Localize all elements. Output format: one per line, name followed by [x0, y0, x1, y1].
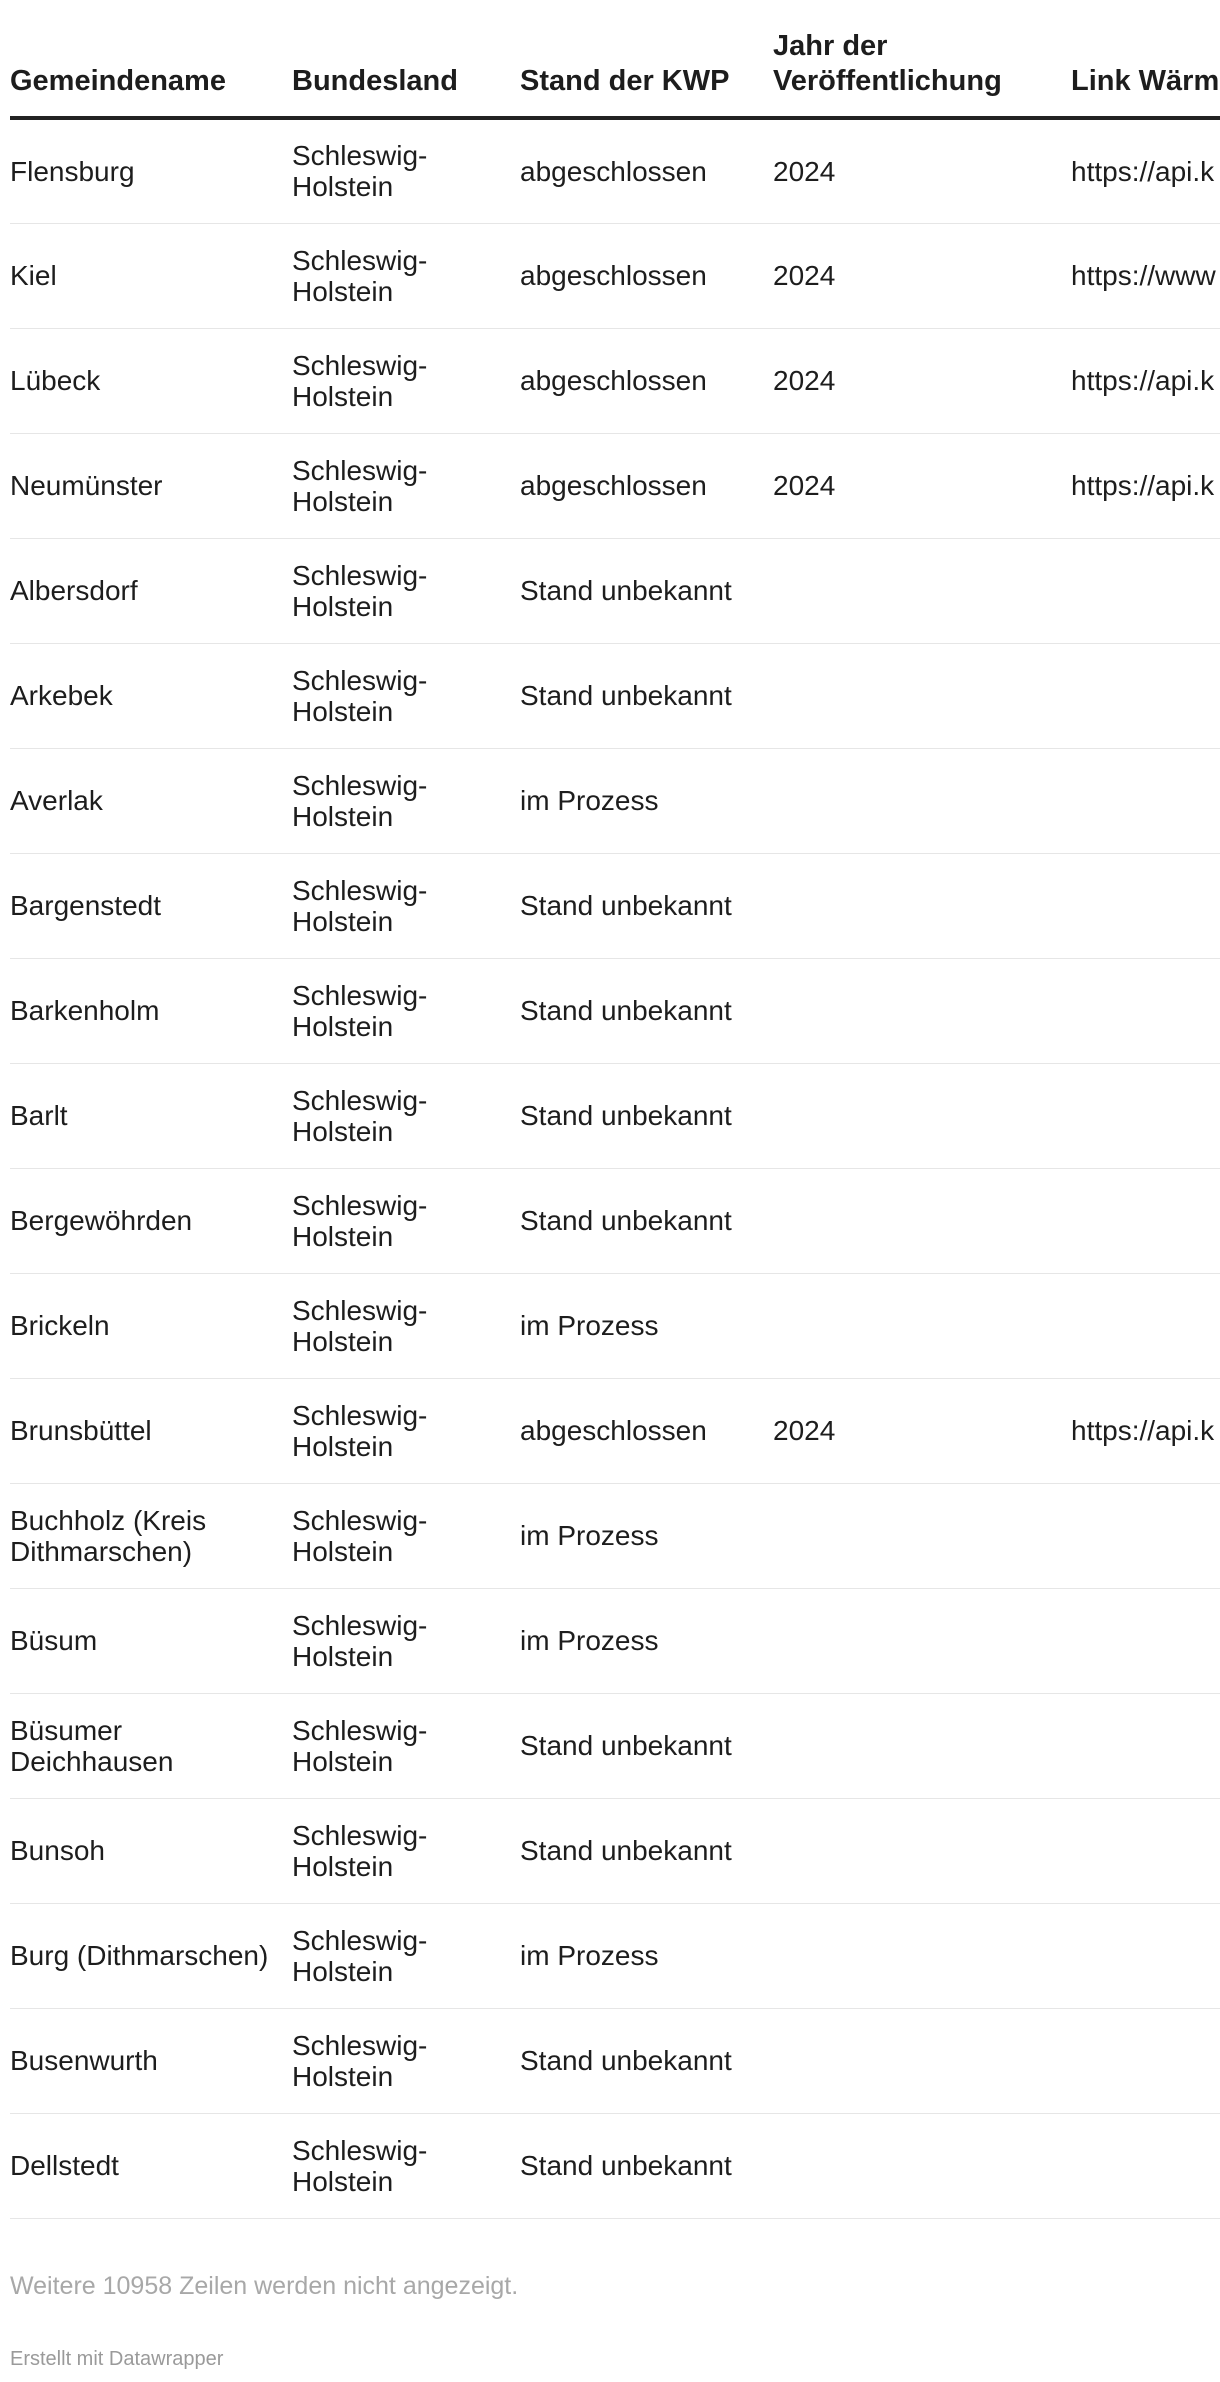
jahr-cell	[773, 2113, 1071, 2218]
link-cell[interactable]	[1071, 1063, 1220, 1168]
bundesland-cell: Schleswig-Holstein	[292, 1798, 520, 1903]
table-row	[10, 223, 1220, 328]
gemeindename-cell: Kiel	[10, 223, 292, 328]
stand-cell: abgeschlossen	[520, 223, 773, 328]
link-cell[interactable]: https://www	[1071, 223, 1220, 328]
stand-cell: im Prozess	[520, 1588, 773, 1693]
bundesland-cell: Schleswig-Holstein	[292, 958, 520, 1063]
bundesland-cell: Schleswig-Holstein	[292, 2008, 520, 2113]
link-cell[interactable]	[1071, 1588, 1220, 1693]
jahr-cell: 2024	[773, 223, 1071, 328]
stand-cell: abgeschlossen	[520, 433, 773, 538]
header-row	[10, 0, 1220, 118]
table-row	[10, 1273, 1220, 1378]
jahr-cell	[773, 748, 1071, 853]
jahr-cell: 2024	[773, 328, 1071, 433]
column-header-jahr[interactable]: Jahr der Veröffentlichung	[773, 0, 1071, 118]
jahr-cell: 2024	[773, 433, 1071, 538]
gemeindename-cell: Brunsbüttel	[10, 1378, 292, 1483]
stand-cell: im Prozess	[520, 748, 773, 853]
link-cell[interactable]	[1071, 1483, 1220, 1588]
jahr-cell	[773, 1903, 1071, 2008]
table-row	[10, 958, 1220, 1063]
table-row	[10, 2113, 1220, 2218]
bundesland-cell: Schleswig-Holstein	[292, 1693, 520, 1798]
link-cell[interactable]	[1071, 643, 1220, 748]
bundesland-cell: Schleswig-Holstein	[292, 1483, 520, 1588]
link-cell[interactable]	[1071, 2113, 1220, 2218]
jahr-cell	[773, 958, 1071, 1063]
gemeindename-cell: Busenwurth	[10, 2008, 292, 2113]
bundesland-cell: Schleswig-Holstein	[292, 853, 520, 958]
link-cell[interactable]	[1071, 1693, 1220, 1798]
jahr-cell	[773, 1588, 1071, 1693]
column-header-bundesland[interactable]: Bundesland	[292, 0, 520, 118]
bundesland-cell: Schleswig-Holstein	[292, 223, 520, 328]
stand-cell: Stand unbekannt	[520, 1168, 773, 1273]
stand-cell: im Prozess	[520, 1483, 773, 1588]
table-row	[10, 118, 1220, 223]
jahr-cell: 2024	[773, 1378, 1071, 1483]
table-row	[10, 1483, 1220, 1588]
gemeindename-cell: Dellstedt	[10, 2113, 292, 2218]
gemeindename-cell: Barkenholm	[10, 958, 292, 1063]
link-cell[interactable]	[1071, 1168, 1220, 1273]
gemeindename-cell: Bergewöhrden	[10, 1168, 292, 1273]
stand-cell: Stand unbekannt	[520, 1063, 773, 1168]
table-row	[10, 538, 1220, 643]
table-row	[10, 1798, 1220, 1903]
more-rows-note: Weitere 10958 Zeilen werden nicht angezeigt.	[10, 2272, 519, 2300]
link-cell[interactable]	[1071, 853, 1220, 958]
jahr-cell	[773, 538, 1071, 643]
gemeindename-cell: Bunsoh	[10, 1798, 292, 1903]
gemeindename-cell: Barlt	[10, 1063, 292, 1168]
stand-cell: abgeschlossen	[520, 328, 773, 433]
bundesland-cell: Schleswig-Holstein	[292, 1903, 520, 2008]
bundesland-cell: Schleswig-Holstein	[292, 118, 520, 223]
column-header-stand-der-kwp[interactable]: Stand der KWP	[520, 0, 773, 118]
bundesland-cell: Schleswig-Holstein	[292, 328, 520, 433]
jahr-cell	[773, 1063, 1071, 1168]
link-cell[interactable]	[1071, 538, 1220, 643]
bundesland-cell: Schleswig-Holstein	[292, 643, 520, 748]
jahr-cell	[773, 1273, 1071, 1378]
bundesland-cell: Schleswig-Holstein	[292, 2113, 520, 2218]
jahr-cell	[773, 1483, 1071, 1588]
column-header-link[interactable]: Link Wärm	[1071, 0, 1220, 118]
stand-cell: Stand unbekannt	[520, 958, 773, 1063]
table-header	[10, 0, 1220, 118]
link-cell[interactable]	[1071, 958, 1220, 1063]
link-cell[interactable]	[1071, 2008, 1220, 2113]
table-row	[10, 643, 1220, 748]
stand-cell: im Prozess	[520, 1903, 773, 2008]
table-row	[10, 1693, 1220, 1798]
bundesland-cell: Schleswig-Holstein	[292, 1063, 520, 1168]
stand-cell: abgeschlossen	[520, 118, 773, 223]
jahr-cell	[773, 853, 1071, 958]
table-row	[10, 433, 1220, 538]
table-row	[10, 1588, 1220, 1693]
jahr-cell	[773, 2008, 1071, 2113]
bundesland-cell: Schleswig-Holstein	[292, 748, 520, 853]
data-table-container	[10, 0, 1220, 2219]
gemeindename-cell: Lübeck	[10, 328, 292, 433]
table-row	[10, 1168, 1220, 1273]
table-row	[10, 748, 1220, 853]
table-row	[10, 1063, 1220, 1168]
datawrapper-credit[interactable]: Erstellt mit Datawrapper	[10, 2348, 224, 2370]
gemeindename-cell: Burg (Dithmarschen)	[10, 1903, 292, 2008]
jahr-cell	[773, 643, 1071, 748]
table-row	[10, 1903, 1220, 2008]
stand-cell: Stand unbekannt	[520, 538, 773, 643]
gemeindename-cell: Albersdorf	[10, 538, 292, 643]
stand-cell: Stand unbekannt	[520, 2008, 773, 2113]
table-row	[10, 328, 1220, 433]
bundesland-cell: Schleswig-Holstein	[292, 1378, 520, 1483]
gemeindename-cell: Neumünster	[10, 433, 292, 538]
stand-cell: im Prozess	[520, 1273, 773, 1378]
jahr-cell	[773, 1693, 1071, 1798]
data-table	[10, 0, 1220, 2219]
link-cell[interactable]: https://api.k	[1071, 118, 1220, 223]
link-cell[interactable]	[1071, 1273, 1220, 1378]
stand-cell: abgeschlossen	[520, 1378, 773, 1483]
bundesland-cell: Schleswig-Holstein	[292, 538, 520, 643]
stand-cell: Stand unbekannt	[520, 853, 773, 958]
gemeindename-cell: Buchholz (Kreis Dithmarschen)	[10, 1483, 292, 1588]
stand-cell: Stand unbekannt	[520, 1798, 773, 1903]
jahr-cell	[773, 1168, 1071, 1273]
jahr-cell	[773, 1798, 1071, 1903]
stand-cell: Stand unbekannt	[520, 2113, 773, 2218]
table-row	[10, 2008, 1220, 2113]
gemeindename-cell: Averlak	[10, 748, 292, 853]
jahr-cell: 2024	[773, 118, 1071, 223]
bundesland-cell: Schleswig-Holstein	[292, 1273, 520, 1378]
stand-cell: Stand unbekannt	[520, 1693, 773, 1798]
gemeindename-cell: Flensburg	[10, 118, 292, 223]
bundesland-cell: Schleswig-Holstein	[292, 433, 520, 538]
bundesland-cell: Schleswig-Holstein	[292, 1588, 520, 1693]
link-cell[interactable]	[1071, 1798, 1220, 1903]
table-body	[10, 118, 1220, 2218]
gemeindename-cell: Bargenstedt	[10, 853, 292, 958]
table-row	[10, 1378, 1220, 1483]
link-cell[interactable]	[1071, 1903, 1220, 2008]
table-row	[10, 853, 1220, 958]
bundesland-cell: Schleswig-Holstein	[292, 1168, 520, 1273]
link-cell[interactable]: https://api.k	[1071, 433, 1220, 538]
link-cell[interactable]	[1071, 748, 1220, 853]
gemeindename-cell: Brickeln	[10, 1273, 292, 1378]
gemeindename-cell: Büsum	[10, 1588, 292, 1693]
link-cell[interactable]: https://api.k	[1071, 328, 1220, 433]
gemeindename-cell: Büsumer Deichhausen	[10, 1693, 292, 1798]
column-header-gemeindename[interactable]: Gemeindename	[10, 0, 292, 118]
gemeindename-cell: Arkebek	[10, 643, 292, 748]
link-cell[interactable]: https://api.k	[1071, 1378, 1220, 1483]
stand-cell: Stand unbekannt	[520, 643, 773, 748]
